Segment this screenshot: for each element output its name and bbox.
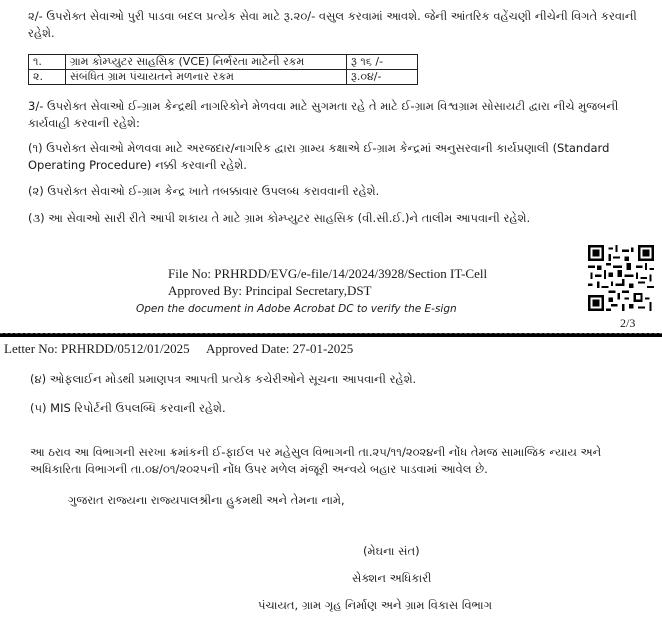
signatory-name: (મેઘના સંત) [363,544,420,558]
row-number: ૨. [29,70,66,85]
table-row [29,55,418,70]
list-item-3: (૩) આ સેવાઓ સારી રીતે આપી શકાય તે માટે ગ્રામ કોમ્પ્યુટર સાહસિક (વી.સી.ઈ.)ને તાલીમ આપવાની રહેશે. [28,211,531,225]
list-item-4: (૪) ઓફલાઈન મોડથી પ્રમાણપત્ર આપતી પ્રત્યેક કચેરીઓને સૂચના આપવાની રહેશે. [30,372,417,386]
row-number: ૧. [29,55,66,70]
approved-by: Approved By: Principal Secretary,DST [168,283,372,298]
row-description: ગ્રામ કોમ્પ્યુટર સાહસિક (VCE) નિર્ભરતા માટેની રકમ [66,55,347,70]
table-row [29,70,418,85]
letter-number: Letter No: PRHRDD/0512/01/2025 [4,341,190,356]
page-number: 2/3 [620,316,636,330]
row-amount: રૂ ૧૬ /- [347,55,418,70]
approved-date: Approved Date: 27-01-2025 [206,341,354,356]
resolution-paragraph: આ ઠરાવ આ વિભાગની સરખા ક્રમાંકની ઈ-ફાઈલ પર મહેસુલ વિભાગની તા.૨૫/૧૧/૨૦૨૪ની નોંધ તેમજ સામાજિક ન્યાય અને અધિકારિતા વિભાગની તા.૦૪/૦૧/૨૦૨૫ની નોંધ ઉપર મળેલ મંજૂરી અન્વયે બહાર પાડવામાં આવેલ છે. [30,445,602,476]
page-separator [0,333,662,337]
qr-code-icon [588,245,654,311]
paragraph-2: ૨/- ઉપરોક્ત સેવાઓ પુરી પાડવા બદલ પ્રત્યેક સેવા માટે રૂ.૨૦/- વસુલ કરવામાં આવશે. જેની આંતરિક વહેંચણી નીચેની વિગતે કરવાની રહેશે. [28,9,637,40]
fee-distribution-table [28,54,418,85]
paragraph-3: 3/- ઉપરોક્ત સેવાઓ ઈ-ગ્રામ કેન્દ્રથી નાગરિકોને મેળવવા માટે સુગમતા રહે તે માટે ઈ-ગ્રામ વિશ્વગ્રામ સોસાયટી દ્વારા નીચે મુજબની કાર્યવાહી કરવાની રહેશે: [28,99,619,130]
row-description: સંબંધિત ગ્રામ પંચાયતને મળનાર રકમ [66,70,347,85]
verify-note: Open the document in Adobe Acrobat DC to verify the E-sign [136,303,457,315]
list-item-2: (૨) ઉપરોક્ત સેવાઓ ઈ-ગ્રામ કેન્દ્ર ખાતે તબક્કાવાર ઉપલબ્ધ કરાવવાની રહેશે. [28,184,380,198]
file-number: File No: PRHRDD/EVG/e-file/14/2024/3928/Section IT-Cell [168,266,488,281]
order-line: ગુજરાત રાજ્યના રાજ્યપાલશ્રીના હુકમથી અને તેમના નામે, [68,493,345,507]
department-name: પંચાયત, ગ્રામ ગૃહ નિર્માણ અને ગ્રામ વિકાસ વિભાગ [258,598,493,612]
signatory-title: સેક્શન અધિકારી [352,571,432,585]
row-amount: રૂ.૦૪/- [347,70,418,85]
list-item-5: (૫) MIS રિપોર્ટની ઉપલબ્ધિ કરવાની રહેશે. [30,401,226,415]
list-item-1: (૧) ઉપરોક્ત સેવાઓ મેળવવા માટે અરજદાર/નાગરિક દ્વારા ગ્રામ્ય કક્ષાએ ઈ-ગ્રામ કેન્દ્રમાં અનુસરવાની કાર્યપ્રણાલી (Standard Operating Procedure) નક્કી કરવાની રહેશે. [28,141,610,172]
